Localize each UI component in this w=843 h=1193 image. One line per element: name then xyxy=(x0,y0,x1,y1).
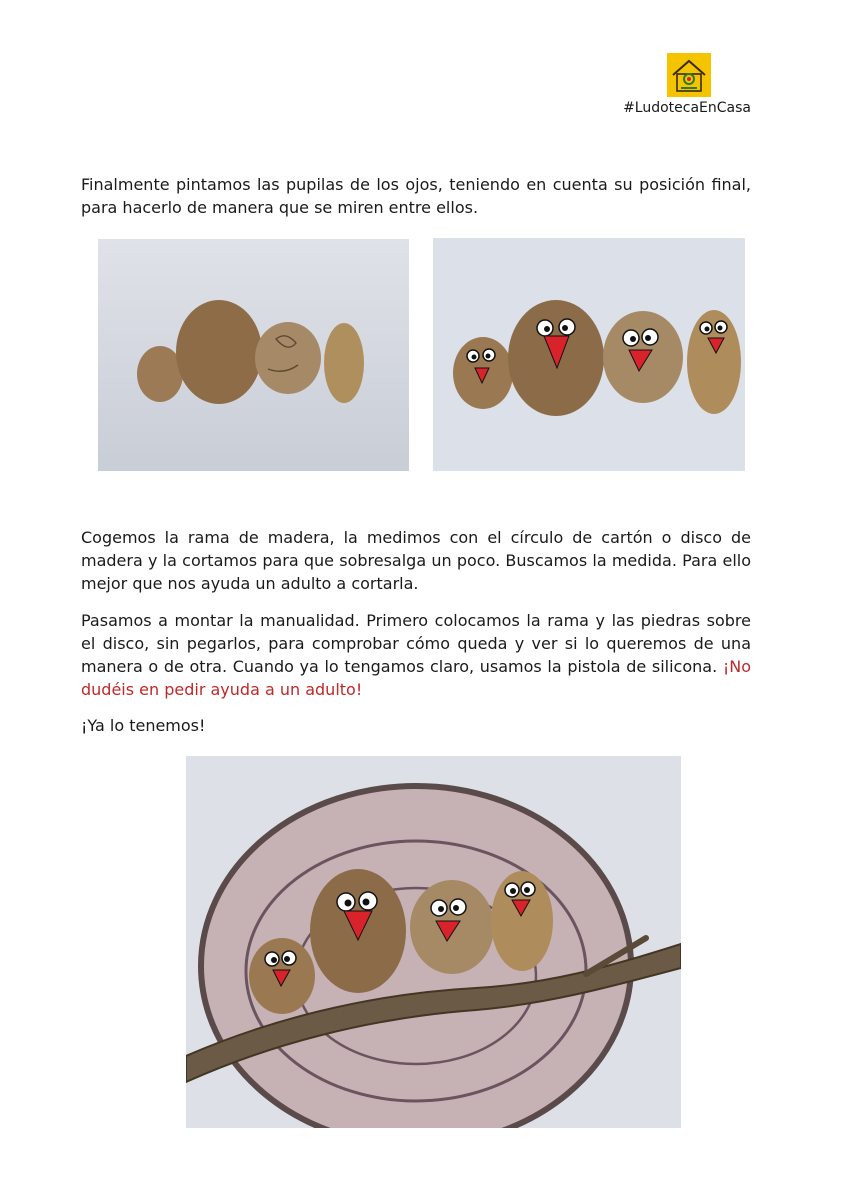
photo-finished-craft xyxy=(186,756,681,1128)
paragraph-pupils: Finalmente pintamos las pupilas de los ojos, teniendo en cuenta su posición final, para hacerlo de manera que se miren entre ellos. xyxy=(81,175,751,217)
adult-help-warning: ¡No dudéis en pedir ayuda a un adulto! xyxy=(81,657,751,699)
photo-painted-bird-stones xyxy=(433,238,745,471)
paragraph-branch: Cogemos la rama de madera, la medimos con el círculo de cartón o disco de madera y la cortamos para que sobresalga un poco. Buscamos la medida. Para ello mejor que nos ayuda un adulto a cortarla. xyxy=(81,528,751,593)
photo-unpainted-stones xyxy=(98,239,409,471)
paragraph-done: ¡Ya lo tenemos! xyxy=(81,716,206,735)
hashtag-label: #LudotecaEnCasa xyxy=(623,100,751,116)
assembly-text: Pasamos a montar la manualidad. Primero colocamos la rama y las piedras sobre el disco, sin pegarlos, para comprobar cómo queda y ver si lo queremos de una manera o de otra. Cuando ya lo tengamos claro, usamos la pistola de silicona. xyxy=(81,611,751,676)
paragraph-assembly xyxy=(81,609,751,701)
ludoteca-house-logo-icon xyxy=(667,53,711,97)
